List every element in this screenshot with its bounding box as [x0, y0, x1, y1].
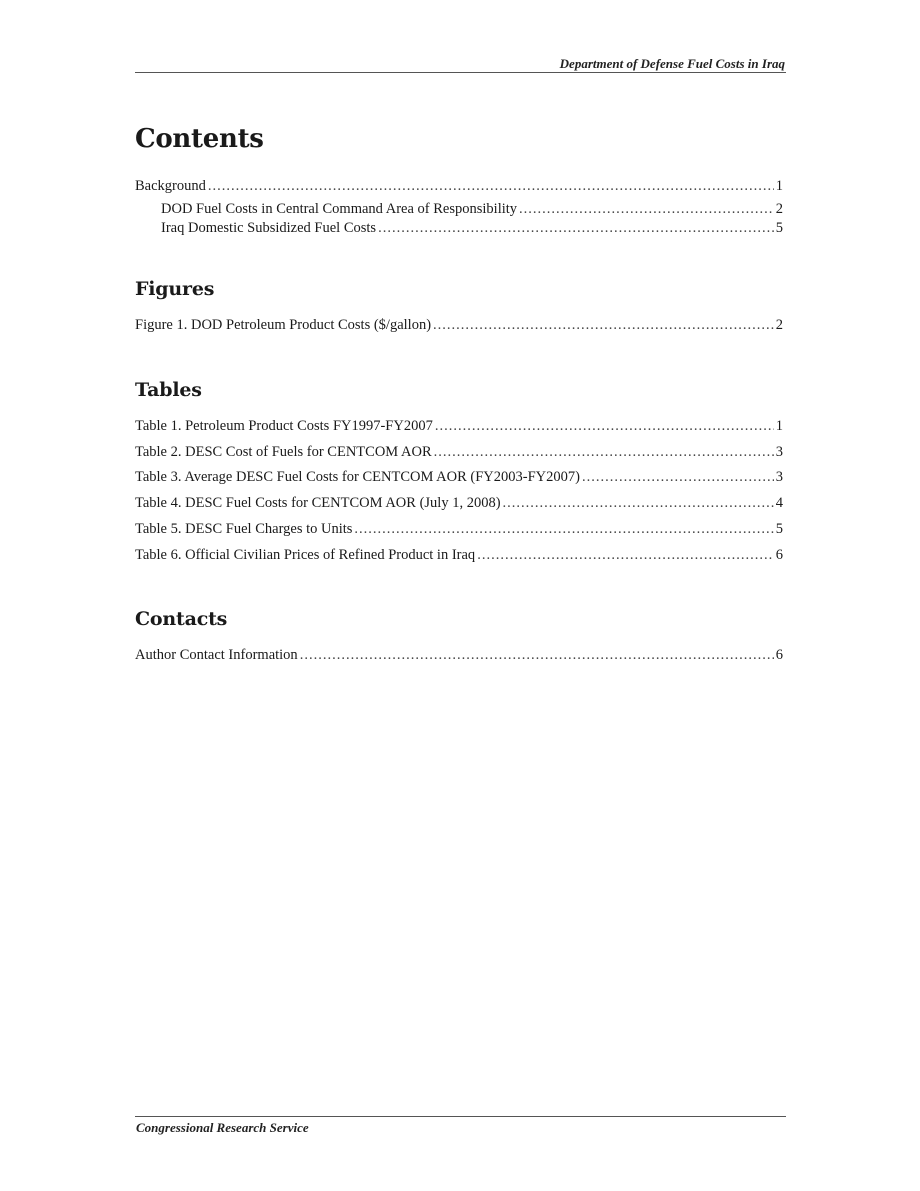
toc-entry-table-5[interactable] [135, 520, 783, 538]
tables-heading: Tables [135, 379, 202, 401]
dot-leader [300, 646, 774, 664]
dot-leader [503, 494, 774, 512]
toc-entry-title: Table 5. DESC Fuel Charges to Units [135, 521, 353, 537]
toc-entry-title: DOD Fuel Costs in Central Command Area of Responsibility [161, 201, 518, 217]
dot-leader [435, 417, 774, 435]
toc-entry-page: 1 [775, 418, 783, 434]
toc-entry-title: Figure 1. DOD Petroleum Product Costs ($/gallon) [135, 317, 432, 333]
toc-entry-title: Table 3. Average DESC Fuel Costs for CENTCOM AOR (FY2003-FY2007) [135, 469, 580, 485]
running-header: Department of Defense Fuel Costs in Iraq [559, 56, 785, 71]
toc-entry-title: Table 4. DESC Fuel Costs for CENTCOM AOR (July 1, 2008) [135, 495, 501, 511]
toc-entry-author-contact[interactable] [135, 646, 783, 664]
toc-entry-page: 2 [775, 201, 783, 217]
dot-leader [208, 177, 774, 195]
header-rule [135, 72, 786, 73]
dot-leader [354, 520, 773, 538]
contents-heading: Contents [135, 124, 264, 154]
dot-leader [519, 200, 774, 218]
dot-leader [378, 219, 774, 237]
toc-entry-figure-1[interactable] [135, 316, 783, 334]
dot-leader [582, 468, 774, 486]
dot-leader [433, 316, 774, 334]
toc-entry-page: 1 [775, 178, 783, 194]
dot-leader [434, 443, 774, 461]
toc-entry-table-1[interactable] [135, 417, 783, 435]
toc-entry-dod-fuel-costs[interactable] [161, 200, 783, 218]
contacts-heading: Contacts [135, 608, 228, 630]
toc-entry-table-2[interactable] [135, 443, 783, 461]
toc-entry-page: 5 [775, 220, 783, 236]
toc-entry-title: Table 6. Official Civilian Prices of Refined Product in Iraq [135, 547, 476, 563]
toc-entry-title: Iraq Domestic Subsidized Fuel Costs [161, 220, 377, 236]
toc-entry-title: Table 2. DESC Cost of Fuels for CENTCOM AOR [135, 444, 432, 460]
dot-leader [477, 546, 774, 564]
toc-entry-page: 3 [775, 444, 783, 460]
figures-heading: Figures [135, 278, 215, 300]
toc-entry-page: 6 [775, 547, 783, 563]
footer-rule [135, 1116, 786, 1117]
toc-entry-page: 4 [775, 495, 783, 511]
toc-entry-table-3[interactable] [135, 468, 783, 486]
footer-source: Congressional Research Service [136, 1120, 309, 1135]
toc-entry-background[interactable] [135, 177, 783, 195]
toc-entry-title: Table 1. Petroleum Product Costs FY1997-FY2007 [135, 418, 433, 434]
toc-entry-title: Background [135, 178, 206, 194]
toc-entry-page: 6 [775, 647, 783, 663]
toc-entry-page: 2 [775, 317, 783, 333]
toc-entry-table-6[interactable] [135, 546, 783, 564]
toc-entry-title: Author Contact Information [135, 647, 298, 663]
toc-entry-table-4[interactable] [135, 494, 783, 512]
toc-entry-page: 5 [775, 521, 783, 537]
toc-entry-iraq-domestic-fuel[interactable] [161, 219, 783, 237]
toc-entry-page: 3 [775, 469, 783, 485]
